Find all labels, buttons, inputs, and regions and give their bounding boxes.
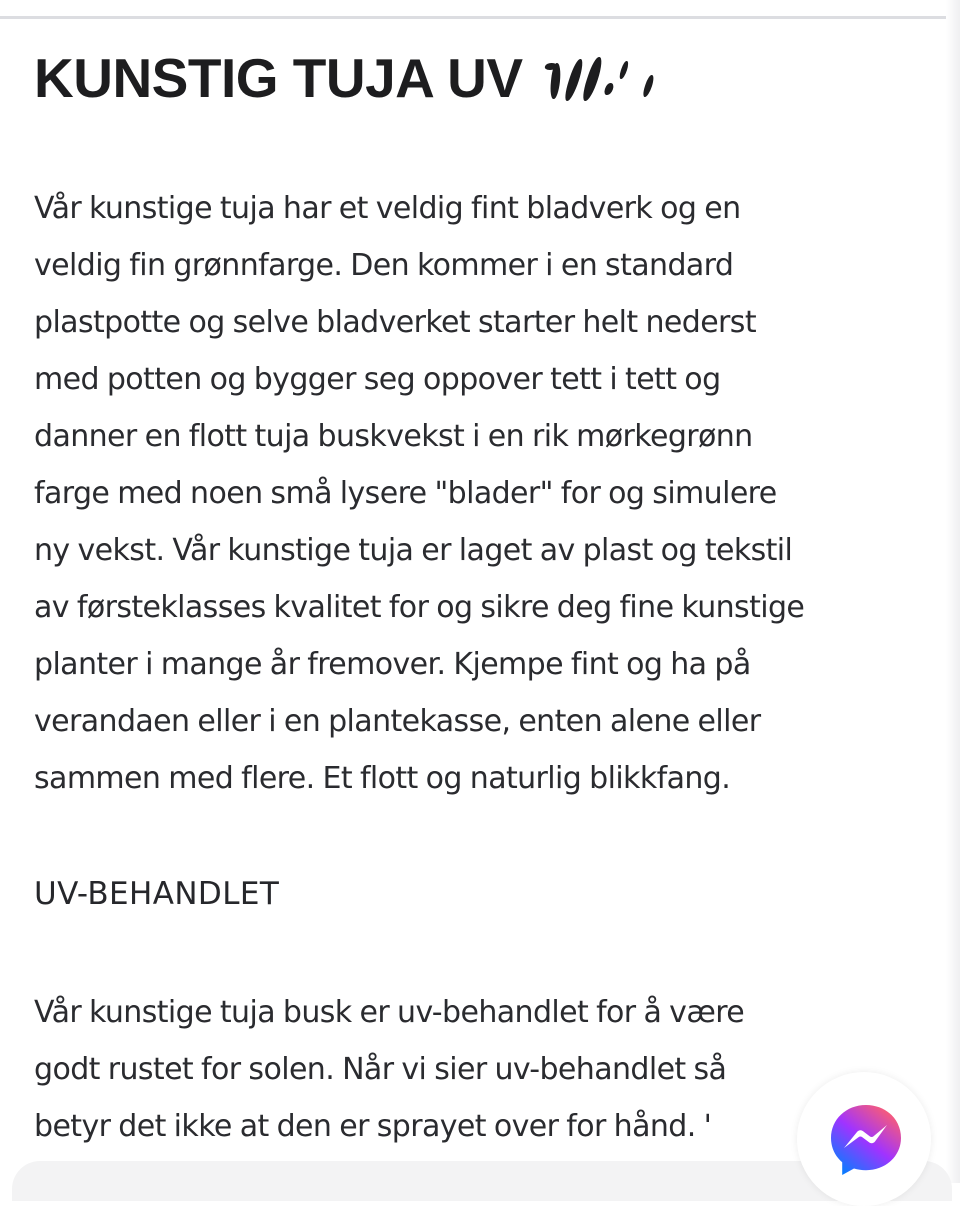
description-line: danner en flott tuja buskvekst i en rik mørkegrønn: [34, 419, 753, 454]
description-paragraph: [34, 180, 804, 807]
product-title-text: KUNSTIG TUJA UV: [34, 47, 523, 109]
messenger-chat-button[interactable]: [827, 1101, 905, 1179]
uv-line: betyr det ikke at den er sprayet over for hånd. ': [34, 1109, 712, 1144]
top-divider: [0, 16, 948, 19]
description-line: ny vekst. Vår kunstige tuja er laget av plast og tekstil: [34, 533, 793, 568]
description-line: av førsteklasses kvalitet for og sikre deg fine kunstige: [34, 590, 805, 625]
description-line: farge med noen små lysere "blader" for og simulere: [34, 476, 777, 511]
description-line: planter i mange år fremover. Kjempe fint og ha på: [34, 647, 751, 682]
description-line: Vår kunstige tuja har et veldig fint bladverk og en: [34, 191, 741, 226]
uv-section-paragraph: [34, 984, 744, 1155]
description-line: veldig fin grønnfarge. Den kommer i en standard: [34, 248, 734, 283]
scroll-edge-shadow: [946, 0, 960, 1183]
description-line: sammen med flere. Et flott og naturlig blikkfang.: [34, 761, 731, 796]
description-line: plastpotte og selve bladverket starter helt nederst: [34, 305, 756, 340]
description-line: med potten og bygger seg oppover tett i tett og: [34, 362, 721, 397]
messenger-icon: [827, 1101, 905, 1179]
product-title: [34, 46, 737, 110]
uv-section-heading: UV-BEHANDLET: [34, 876, 280, 912]
description-line: verandaen eller i en plantekasse, enten alene eller: [34, 704, 761, 739]
uv-line: Vår kunstige tuja busk er uv-behandlet for å være: [34, 995, 745, 1030]
uv-line: godt rustet for solen. Når vi sier uv-behandlet så: [34, 1052, 727, 1087]
obscured-title-fragment: [537, 53, 737, 103]
